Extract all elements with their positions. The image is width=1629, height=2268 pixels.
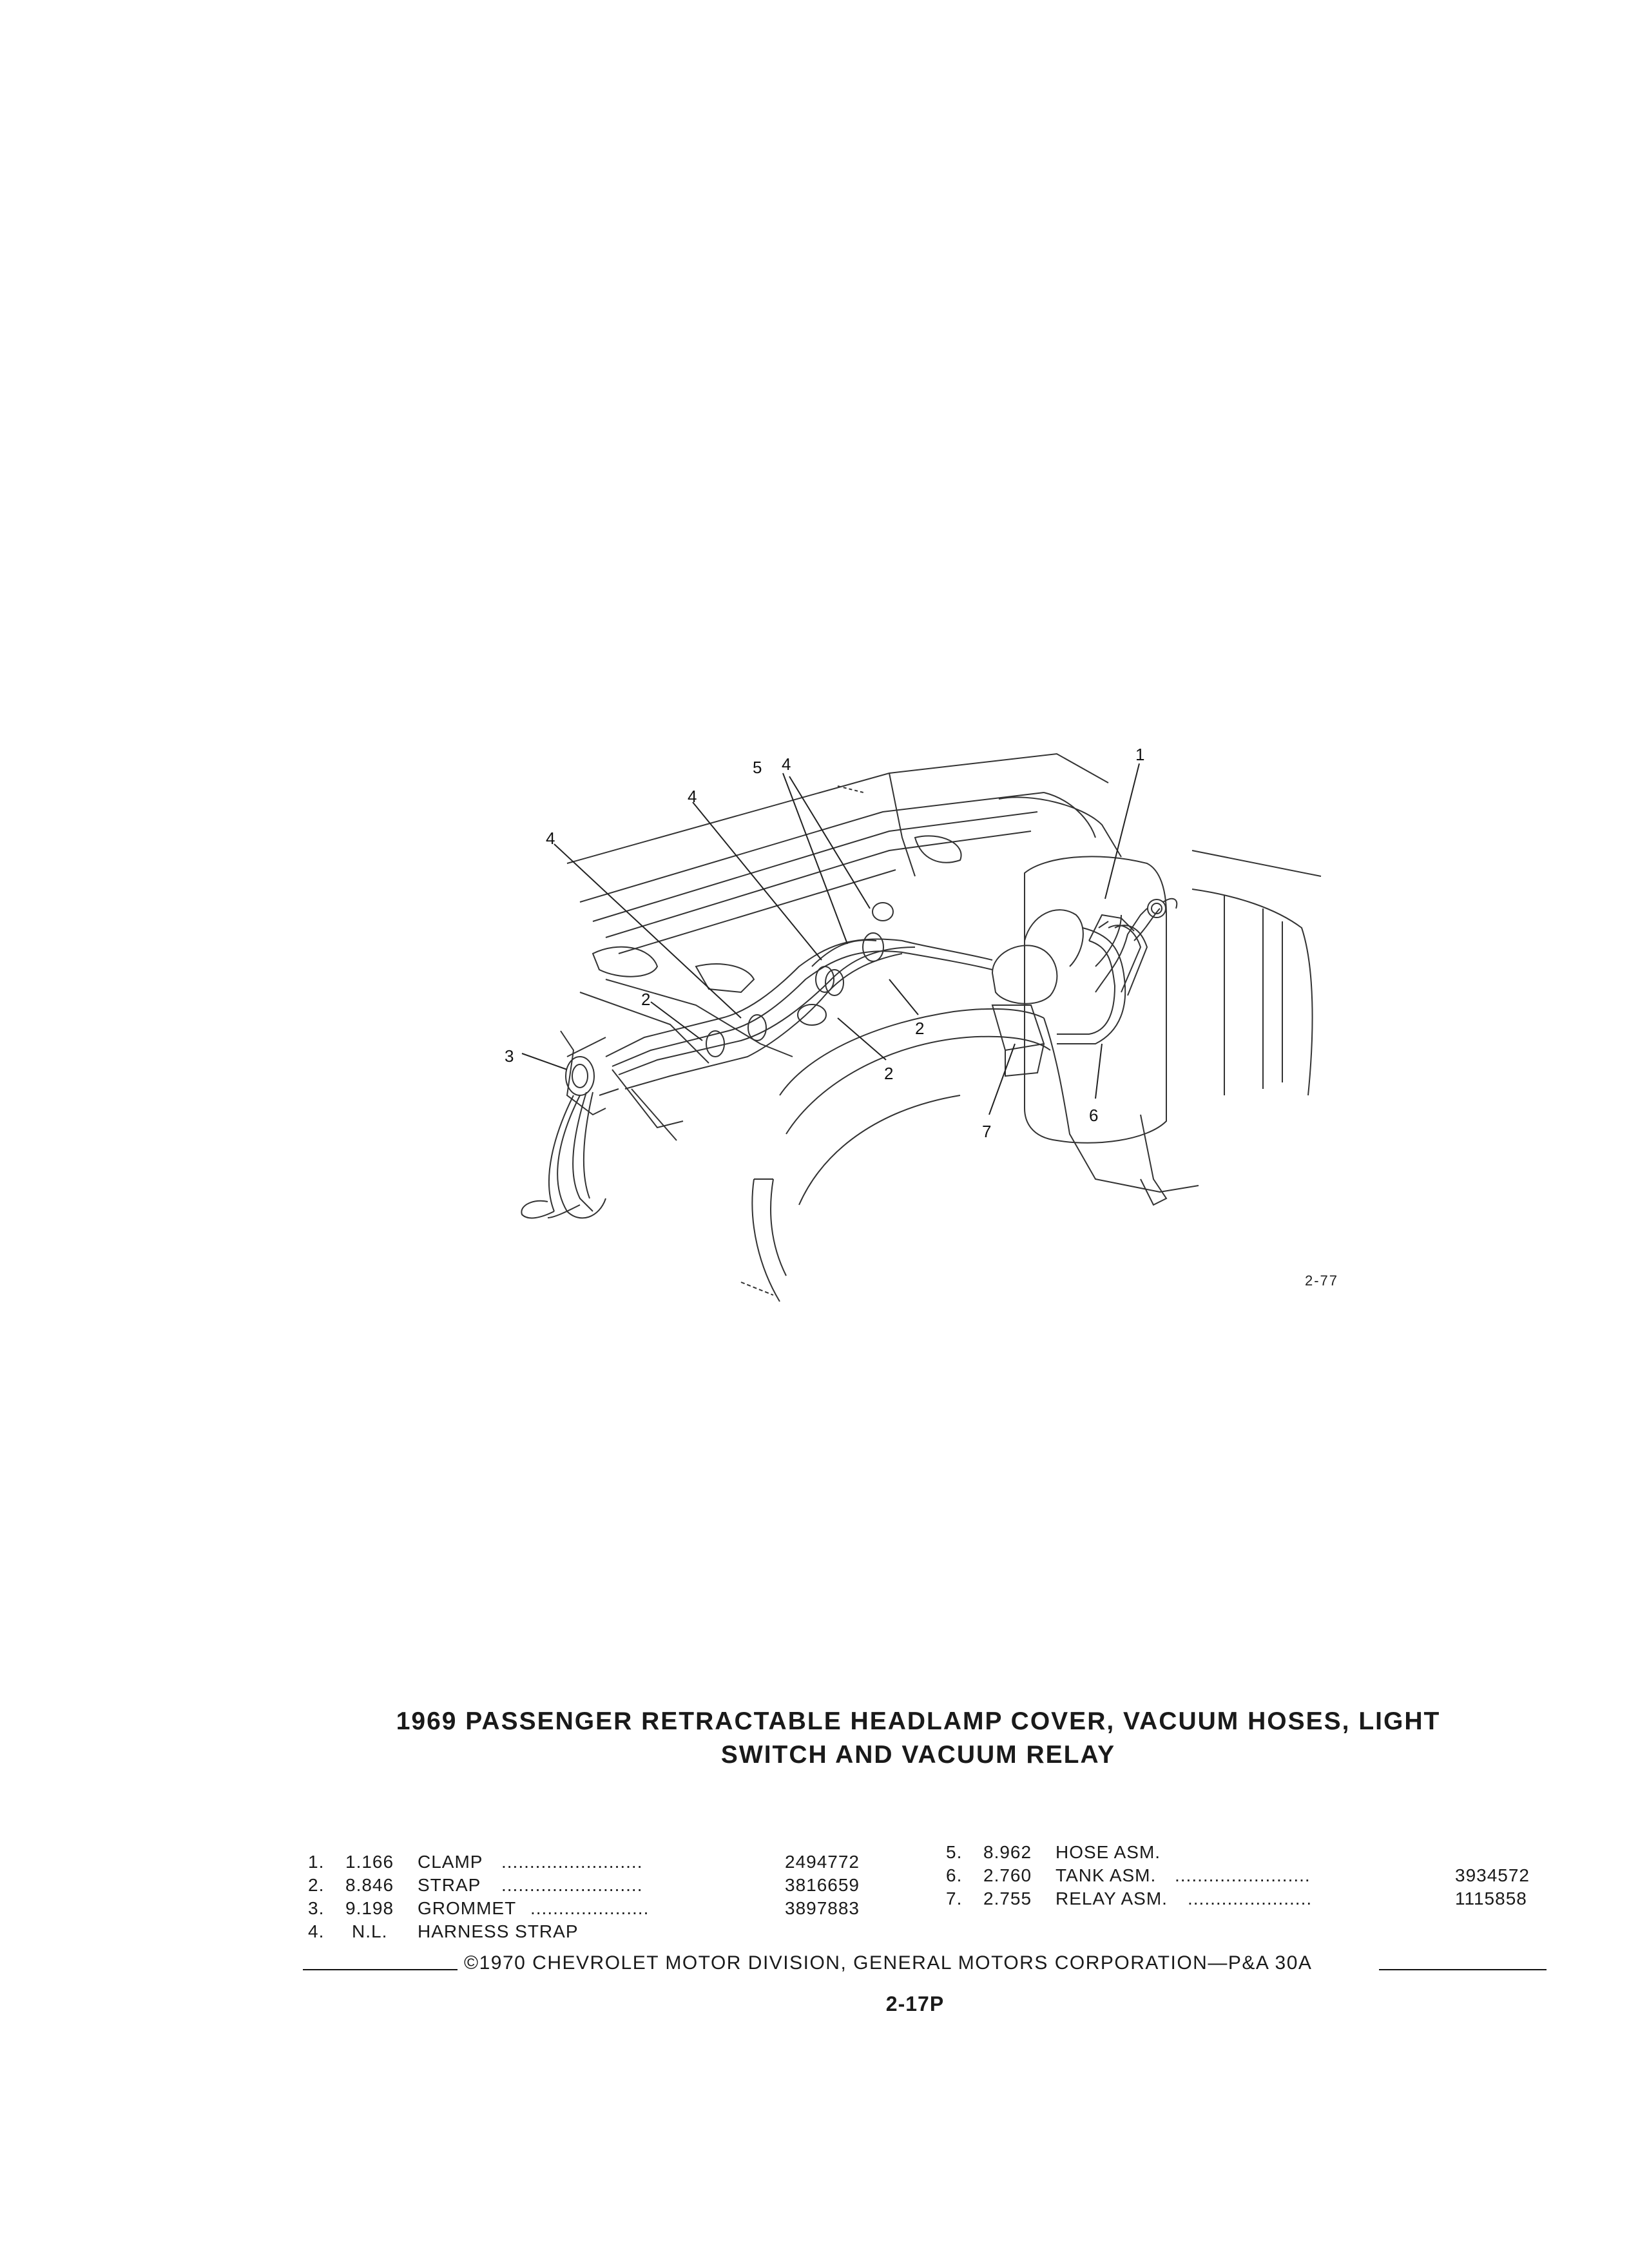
- callout-2-b: 2: [884, 1064, 894, 1083]
- item-number: 1.: [308, 1852, 325, 1872]
- group-code: 1.166: [345, 1852, 394, 1872]
- callout-3: 3: [505, 1046, 514, 1066]
- group-code: 8.962: [983, 1842, 1032, 1862]
- part-name: HOSE ASM.: [1055, 1842, 1161, 1862]
- item-number: 5.: [946, 1842, 963, 1862]
- group-code: 2.755: [983, 1888, 1032, 1908]
- part-number: 1115858: [1455, 1888, 1527, 1908]
- parts-row: [946, 1886, 1545, 1909]
- callout-2-c: 2: [915, 1019, 925, 1038]
- parts-list-right: [946, 1840, 1545, 1909]
- item-number: 3.: [308, 1898, 325, 1918]
- part-name: STRAP: [418, 1875, 481, 1895]
- footer-rule-right: [1379, 1969, 1547, 1970]
- parts-row: [308, 1849, 914, 1872]
- leader-dots: .........................: [501, 1852, 643, 1872]
- leader-dots: .........................: [501, 1875, 643, 1895]
- callout-7: 7: [982, 1122, 992, 1141]
- callout-4-b: 4: [688, 787, 697, 806]
- group-code: N.L.: [352, 1921, 388, 1941]
- leader-dots: ........................: [1175, 1865, 1311, 1885]
- part-name: HARNESS STRAP: [418, 1921, 579, 1941]
- parts-row: [308, 1919, 914, 1942]
- part-number: 3816659: [785, 1875, 860, 1895]
- parts-row: [308, 1872, 914, 1896]
- group-code: 9.198: [345, 1898, 394, 1918]
- item-number: 6.: [946, 1865, 963, 1885]
- leader-dots: .....................: [530, 1898, 650, 1918]
- copyright-text: ©1970 CHEVROLET MOTOR DIVISION, GENERAL MOTORS CORPORATION—P&A 30A: [464, 1952, 1313, 1974]
- page-title-line-1: 1969 PASSENGER RETRACTABLE HEADLAMP COVER, VACUUM HOSES, LIGHT: [396, 1707, 1441, 1735]
- callout-4-c: 4: [782, 754, 791, 774]
- page-title-line-2: SWITCH AND VACUUM RELAY: [720, 1741, 1116, 1769]
- part-name: TANK ASM.: [1055, 1865, 1157, 1885]
- leader-dots: ......................: [1188, 1888, 1313, 1908]
- page-number: 2-17P: [885, 1992, 945, 2015]
- parts-row: [946, 1863, 1545, 1886]
- group-code: 8.846: [345, 1875, 394, 1895]
- parts-list-left: [308, 1849, 914, 1942]
- figure-number: 2-77: [1305, 1273, 1339, 1289]
- callout-6: 6: [1089, 1106, 1099, 1125]
- parts-row: [308, 1896, 914, 1919]
- parts-row: [946, 1840, 1545, 1863]
- part-name: GROMMET: [418, 1898, 517, 1918]
- item-number: 4.: [308, 1921, 325, 1941]
- part-number: 3934572: [1455, 1865, 1530, 1885]
- item-number: 2.: [308, 1875, 325, 1895]
- part-number: 3897883: [785, 1898, 860, 1918]
- footer-rule-left: [303, 1969, 458, 1970]
- callout-5: 5: [753, 758, 762, 777]
- part-name: CLAMP: [418, 1852, 483, 1872]
- callout-2-a: 2: [641, 990, 651, 1009]
- part-name: RELAY ASM.: [1055, 1888, 1168, 1908]
- callout-4-a: 4: [546, 829, 555, 848]
- item-number: 7.: [946, 1888, 963, 1908]
- part-number: 2494772: [785, 1852, 860, 1872]
- footer: [303, 1952, 1547, 1978]
- callout-1: 1: [1135, 745, 1145, 764]
- group-code: 2.760: [983, 1865, 1032, 1885]
